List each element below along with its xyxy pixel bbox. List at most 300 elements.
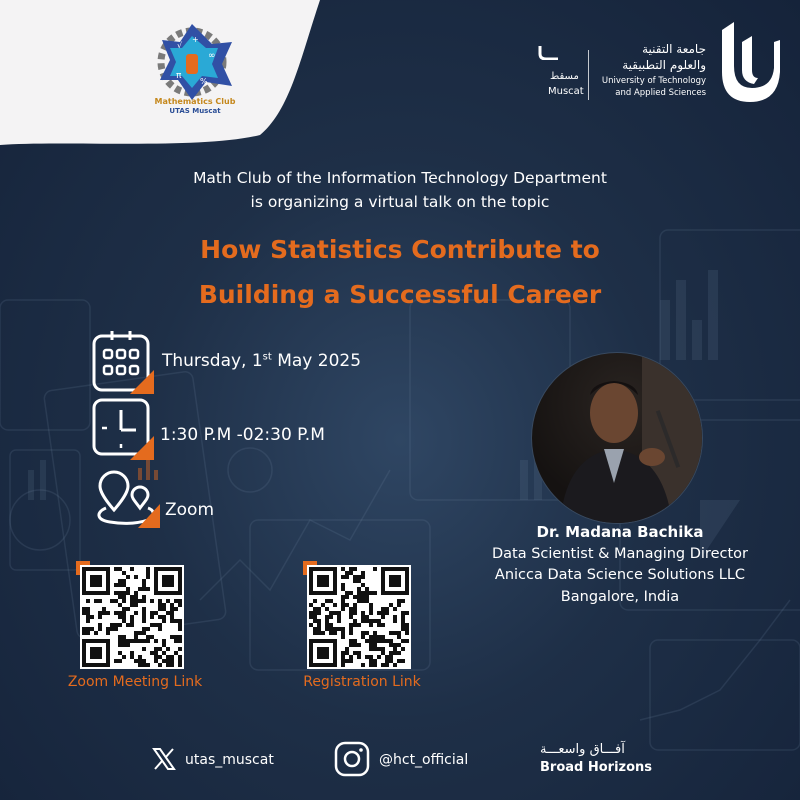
qr-module bbox=[94, 599, 98, 603]
qr-module bbox=[118, 591, 122, 595]
university-name-arabic-line2: والعلوم التطبيقية bbox=[622, 58, 706, 72]
qr-module bbox=[170, 603, 174, 607]
qr-module bbox=[345, 651, 349, 655]
qr-module bbox=[138, 639, 142, 643]
qr-module bbox=[349, 659, 353, 663]
registration-qr-pattern bbox=[307, 565, 411, 669]
registration-qr-code[interactable] bbox=[307, 565, 411, 669]
qr-module bbox=[118, 615, 122, 619]
talk-title-line-2: Building a Successful Career bbox=[198, 280, 602, 309]
qr-module bbox=[86, 619, 90, 623]
qr-module bbox=[142, 583, 146, 587]
qr-module bbox=[313, 607, 317, 611]
qr-module bbox=[138, 587, 142, 591]
logo-divider bbox=[588, 50, 589, 100]
qr-module bbox=[166, 611, 170, 615]
qr-module bbox=[98, 599, 102, 603]
qr-module bbox=[401, 611, 405, 615]
qr-module bbox=[329, 599, 333, 603]
qr-module bbox=[170, 635, 174, 639]
qr-module bbox=[385, 655, 389, 659]
qr-module bbox=[349, 643, 353, 647]
qr-module bbox=[365, 587, 369, 591]
qr-module bbox=[349, 591, 353, 595]
club-symbol-plus: + bbox=[192, 35, 199, 44]
qr-module bbox=[174, 599, 178, 603]
qr-module bbox=[337, 611, 341, 615]
qr-module bbox=[130, 615, 134, 619]
qr-module bbox=[146, 663, 150, 667]
qr-module bbox=[134, 591, 138, 595]
qr-module bbox=[325, 599, 329, 603]
qr-module bbox=[385, 607, 389, 611]
qr-module bbox=[381, 611, 385, 615]
qr-module bbox=[365, 595, 369, 599]
qr-module bbox=[353, 603, 357, 607]
qr-module bbox=[118, 611, 122, 615]
qr-module bbox=[102, 611, 106, 615]
qr-module bbox=[341, 599, 345, 603]
qr-module bbox=[369, 591, 373, 595]
qr-module bbox=[134, 599, 138, 603]
qr-module bbox=[82, 627, 86, 631]
qr-module bbox=[361, 591, 365, 595]
qr-module bbox=[122, 655, 126, 659]
qr-module bbox=[385, 611, 389, 615]
qr-module bbox=[333, 631, 337, 635]
qr-module bbox=[118, 595, 122, 599]
qr-module bbox=[353, 575, 357, 579]
qr-module bbox=[114, 599, 118, 603]
university-small-mark-icon bbox=[538, 46, 560, 60]
qr-module bbox=[158, 655, 162, 659]
qr-module bbox=[381, 607, 385, 611]
qr-module bbox=[126, 587, 130, 591]
qr-module bbox=[126, 575, 130, 579]
qr-module bbox=[321, 603, 325, 607]
qr-module bbox=[150, 611, 154, 615]
qr-module bbox=[98, 627, 102, 631]
club-symbol-pi: π bbox=[176, 71, 182, 81]
qr-module bbox=[154, 639, 158, 643]
qr-module bbox=[329, 631, 333, 635]
qr-module bbox=[353, 579, 357, 583]
qr-module bbox=[353, 651, 357, 655]
qr-module bbox=[313, 615, 317, 619]
qr-module bbox=[353, 611, 357, 615]
qr-module bbox=[309, 603, 313, 607]
qr-module bbox=[325, 623, 329, 627]
intro-line-1: Math Club of the Information Technology Department bbox=[193, 169, 607, 187]
qr-module bbox=[325, 607, 329, 611]
qr-module bbox=[146, 575, 150, 579]
qr-module bbox=[369, 659, 373, 663]
qr-module bbox=[349, 639, 353, 643]
qr-module bbox=[313, 619, 317, 623]
qr-module bbox=[146, 567, 150, 571]
qr-module bbox=[345, 595, 349, 599]
qr-module bbox=[82, 631, 86, 635]
qr-module bbox=[110, 599, 114, 603]
calendar-icon bbox=[92, 330, 154, 394]
qr-module bbox=[94, 631, 98, 635]
qr-module bbox=[361, 571, 365, 575]
qr-module bbox=[122, 611, 126, 615]
qr-module bbox=[369, 607, 373, 611]
qr-module bbox=[349, 623, 353, 627]
qr-module bbox=[373, 635, 377, 639]
slogan-english: Broad Horizons bbox=[540, 760, 653, 775]
qr-module bbox=[158, 663, 162, 667]
intro-line-2: is organizing a virtual talk on the topic bbox=[250, 193, 550, 211]
zoom-qr-pattern bbox=[80, 565, 184, 669]
qr-module bbox=[357, 655, 361, 659]
qr-module bbox=[349, 607, 353, 611]
qr-module bbox=[365, 591, 369, 595]
qr-module bbox=[154, 651, 158, 655]
qr-module bbox=[369, 635, 373, 639]
qr-module bbox=[170, 663, 174, 667]
qr-module bbox=[337, 619, 341, 623]
qr-module bbox=[365, 639, 369, 643]
qr-module bbox=[122, 639, 126, 643]
qr-module bbox=[317, 575, 329, 587]
qr-module bbox=[361, 663, 365, 667]
qr-module bbox=[329, 615, 333, 619]
qr-module bbox=[329, 611, 333, 615]
qr-module bbox=[317, 647, 329, 659]
qr-module bbox=[381, 615, 385, 619]
qr-module bbox=[377, 647, 381, 651]
qr-module bbox=[102, 607, 106, 611]
qr-module bbox=[130, 567, 134, 571]
qr-module bbox=[317, 611, 321, 615]
speaker-silhouette bbox=[532, 353, 702, 523]
qr-module bbox=[365, 615, 369, 619]
club-symbol-infinity: ∞ bbox=[208, 51, 216, 61]
qr-module bbox=[329, 627, 333, 631]
qr-module bbox=[369, 639, 373, 643]
qr-module bbox=[341, 595, 345, 599]
qr-module bbox=[82, 611, 86, 615]
qr-module bbox=[353, 595, 357, 599]
qr-module bbox=[150, 623, 154, 627]
qr-module bbox=[317, 607, 321, 611]
qr-module bbox=[397, 635, 401, 639]
qr-module bbox=[142, 595, 146, 599]
qr-module bbox=[341, 575, 345, 579]
qr-module bbox=[349, 615, 353, 619]
qr-module bbox=[170, 615, 174, 619]
qr-module bbox=[381, 639, 385, 643]
qr-module bbox=[381, 635, 385, 639]
x-logo-icon[interactable] bbox=[152, 747, 176, 771]
qr-module bbox=[174, 651, 178, 655]
qr-module bbox=[317, 627, 321, 631]
qr-module bbox=[170, 607, 174, 611]
qr-module bbox=[369, 643, 373, 647]
qr-module bbox=[134, 631, 138, 635]
qr-module bbox=[373, 567, 377, 571]
qr-module bbox=[130, 599, 134, 603]
qr-module bbox=[90, 627, 94, 631]
city-name-english: Muscat bbox=[548, 86, 584, 97]
qr-module bbox=[106, 631, 110, 635]
qr-module bbox=[341, 651, 345, 655]
speaker-organization: Anicca Data Science Solutions LLC bbox=[494, 567, 746, 583]
qr-module bbox=[401, 639, 405, 643]
qr-module bbox=[353, 619, 357, 623]
qr-module bbox=[373, 659, 377, 663]
qr-module bbox=[122, 571, 126, 575]
qr-module bbox=[114, 623, 118, 627]
qr-module bbox=[142, 579, 146, 583]
qr-module bbox=[142, 647, 146, 651]
qr-module bbox=[349, 655, 353, 659]
qr-module bbox=[405, 627, 409, 631]
qr-module bbox=[393, 619, 397, 623]
event-time: 1:30 P.M -02:30 P.M bbox=[160, 425, 325, 445]
qr-module bbox=[369, 655, 373, 659]
university-u-mark-icon bbox=[718, 22, 780, 104]
qr-module bbox=[162, 607, 166, 611]
qr-module bbox=[397, 603, 401, 607]
qr-module bbox=[154, 611, 158, 615]
qr-module bbox=[377, 655, 381, 659]
qr-module bbox=[158, 623, 162, 627]
qr-module bbox=[369, 647, 373, 651]
qr-module bbox=[178, 603, 182, 607]
zoom-meeting-link[interactable]: Zoom Meeting Link bbox=[67, 674, 203, 690]
qr-module bbox=[114, 591, 118, 595]
qr-module bbox=[142, 631, 146, 635]
qr-module bbox=[162, 619, 166, 623]
qr-module bbox=[357, 587, 361, 591]
qr-module bbox=[385, 663, 389, 667]
city-name-arabic: مسقط bbox=[550, 71, 579, 82]
qr-module bbox=[98, 611, 102, 615]
instagram-icon[interactable] bbox=[334, 741, 370, 777]
qr-module bbox=[325, 627, 329, 631]
qr-module bbox=[86, 615, 90, 619]
qr-module bbox=[345, 647, 349, 651]
qr-module bbox=[313, 599, 317, 603]
qr-module bbox=[114, 659, 118, 663]
qr-module bbox=[142, 615, 146, 619]
qr-module bbox=[166, 599, 170, 603]
qr-module bbox=[162, 615, 166, 619]
qr-module bbox=[130, 651, 134, 655]
qr-module bbox=[369, 623, 373, 627]
qr-module bbox=[134, 603, 138, 607]
qr-module bbox=[122, 595, 126, 599]
qr-module bbox=[361, 615, 365, 619]
club-symbol-percent: % bbox=[200, 77, 208, 86]
qr-module bbox=[365, 655, 369, 659]
qr-module bbox=[178, 623, 182, 627]
qr-module bbox=[381, 651, 385, 655]
qr-module bbox=[122, 579, 126, 583]
qr-module bbox=[361, 595, 365, 599]
university-logo bbox=[490, 22, 780, 107]
qr-module bbox=[178, 659, 182, 663]
qr-module bbox=[162, 659, 166, 663]
zoom-qr-code[interactable] bbox=[80, 565, 184, 669]
qr-module bbox=[106, 627, 110, 631]
qr-module bbox=[369, 603, 373, 607]
qr-module bbox=[142, 619, 146, 623]
qr-module bbox=[122, 607, 126, 611]
qr-module bbox=[397, 651, 401, 655]
qr-module bbox=[138, 659, 142, 663]
qr-module bbox=[146, 627, 150, 631]
qr-module bbox=[325, 615, 329, 619]
qr-module bbox=[333, 603, 337, 607]
talk-title-line-1: How Statistics Contribute to bbox=[200, 235, 600, 264]
qr-module bbox=[122, 599, 126, 603]
qr-module bbox=[174, 619, 178, 623]
qr-module bbox=[174, 639, 178, 643]
qr-module bbox=[158, 627, 162, 631]
qr-module bbox=[110, 623, 114, 627]
qr-module bbox=[110, 627, 114, 631]
qr-module bbox=[385, 639, 389, 643]
qr-module bbox=[373, 631, 377, 635]
qr-module bbox=[162, 651, 166, 655]
qr-module bbox=[178, 655, 182, 659]
qr-module bbox=[345, 575, 349, 579]
qr-module bbox=[369, 611, 373, 615]
qr-module bbox=[389, 603, 393, 607]
qr-module bbox=[341, 627, 345, 631]
qr-module bbox=[134, 635, 138, 639]
club-campus: UTAS Muscat bbox=[169, 107, 221, 115]
qr-module bbox=[361, 583, 365, 587]
x-handle[interactable]: utas_muscat bbox=[185, 752, 274, 768]
qr-module bbox=[357, 643, 361, 647]
qr-module bbox=[389, 651, 393, 655]
qr-module bbox=[162, 603, 166, 607]
qr-module bbox=[178, 599, 182, 603]
qr-module bbox=[166, 663, 170, 667]
clock-icon bbox=[92, 398, 154, 460]
qr-module bbox=[162, 575, 174, 587]
qr-module bbox=[126, 607, 130, 611]
qr-module bbox=[142, 611, 146, 615]
event-platform: Zoom bbox=[165, 500, 215, 520]
qr-module bbox=[142, 639, 146, 643]
qr-module bbox=[130, 655, 134, 659]
qr-module bbox=[170, 619, 174, 623]
date-ordinal: st bbox=[262, 351, 272, 363]
qr-module bbox=[118, 579, 122, 583]
qr-module bbox=[369, 619, 373, 623]
qr-module bbox=[389, 643, 393, 647]
qr-module bbox=[138, 655, 142, 659]
qr-module bbox=[118, 651, 122, 655]
qr-module bbox=[373, 639, 377, 643]
qr-module bbox=[353, 567, 357, 571]
qr-module bbox=[118, 583, 122, 587]
qr-module bbox=[170, 655, 174, 659]
qr-module bbox=[341, 603, 345, 607]
qr-module bbox=[393, 651, 397, 655]
qr-module bbox=[154, 647, 158, 651]
qr-module bbox=[309, 611, 313, 615]
qr-module bbox=[341, 587, 345, 591]
qr-module bbox=[341, 635, 345, 639]
qr-module bbox=[353, 643, 357, 647]
qr-module bbox=[178, 635, 182, 639]
qr-module bbox=[349, 631, 353, 635]
qr-module bbox=[122, 643, 126, 647]
qr-module bbox=[158, 607, 162, 611]
qr-module bbox=[162, 643, 166, 647]
qr-module bbox=[365, 631, 369, 635]
qr-module bbox=[357, 623, 361, 627]
qr-module bbox=[389, 639, 393, 643]
qr-module bbox=[118, 603, 122, 607]
qr-module bbox=[313, 631, 317, 635]
qr-module bbox=[166, 659, 170, 663]
qr-module bbox=[405, 631, 409, 635]
qr-module bbox=[353, 639, 357, 643]
qr-module bbox=[393, 663, 397, 667]
qr-module bbox=[385, 659, 389, 663]
qr-module bbox=[389, 575, 401, 587]
registration-link[interactable]: Registration Link bbox=[303, 674, 421, 690]
qr-module bbox=[381, 663, 385, 667]
qr-module bbox=[114, 583, 118, 587]
qr-module bbox=[357, 579, 361, 583]
qr-module bbox=[381, 647, 385, 651]
qr-module bbox=[158, 615, 162, 619]
qr-module bbox=[393, 631, 397, 635]
qr-module bbox=[397, 631, 401, 635]
qr-module bbox=[138, 631, 142, 635]
qr-module bbox=[369, 663, 373, 667]
qr-module bbox=[317, 623, 321, 627]
qr-module bbox=[146, 571, 150, 575]
qr-module bbox=[126, 643, 130, 647]
qr-module bbox=[106, 611, 110, 615]
qr-module bbox=[150, 651, 154, 655]
qr-module bbox=[86, 607, 90, 611]
qr-module bbox=[341, 659, 345, 663]
qr-module bbox=[373, 643, 377, 647]
qr-module bbox=[178, 647, 182, 651]
qr-module bbox=[86, 631, 90, 635]
instagram-handle[interactable]: @hct_official bbox=[379, 752, 469, 768]
qr-module bbox=[317, 631, 321, 635]
qr-module bbox=[345, 659, 349, 663]
qr-module bbox=[337, 627, 341, 631]
qr-module bbox=[341, 583, 345, 587]
university-name-english-line1: University of Technology bbox=[601, 76, 706, 86]
qr-module bbox=[130, 619, 134, 623]
qr-module bbox=[142, 659, 146, 663]
qr-module bbox=[178, 627, 182, 631]
qr-module bbox=[361, 635, 365, 639]
qr-module bbox=[178, 619, 182, 623]
qr-module bbox=[86, 611, 90, 615]
qr-module bbox=[134, 611, 138, 615]
qr-module bbox=[349, 627, 353, 631]
qr-module bbox=[122, 635, 126, 639]
speaker-photo bbox=[531, 352, 703, 524]
speaker-location: Bangalore, India bbox=[560, 589, 680, 605]
qr-module bbox=[170, 611, 174, 615]
